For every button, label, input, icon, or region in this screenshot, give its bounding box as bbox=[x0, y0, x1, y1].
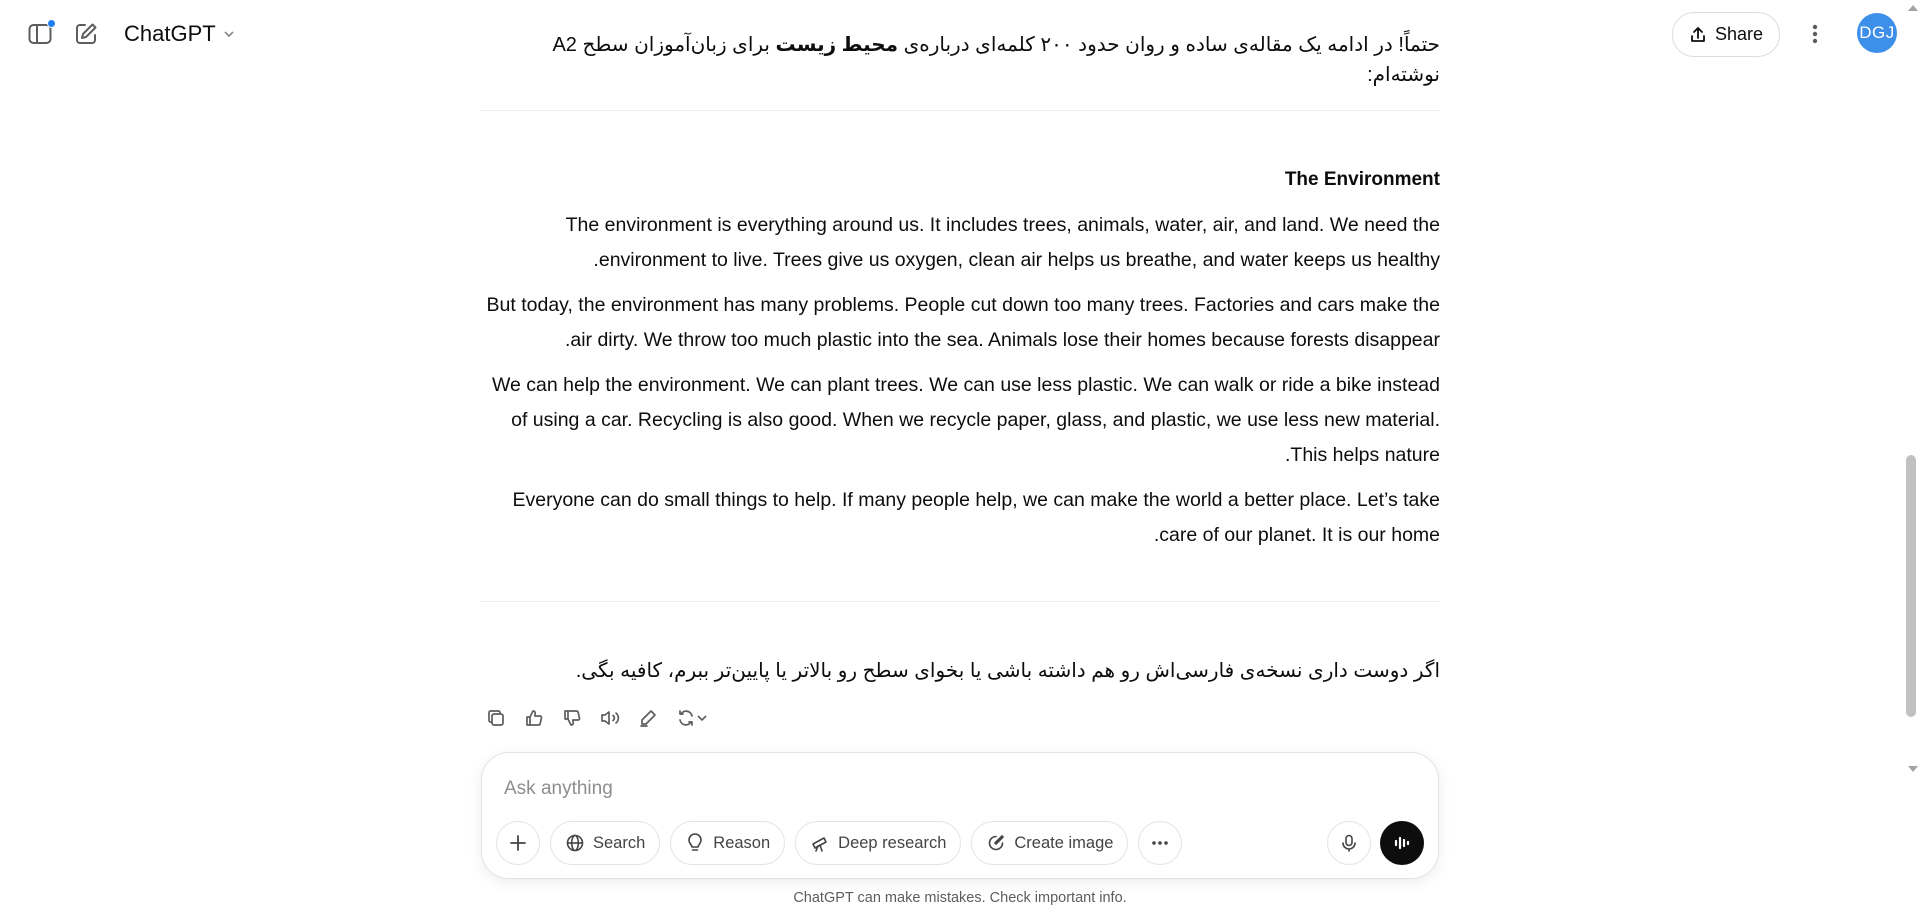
essay-paragraph: But today, the environment has many problems. People cut down too many trees. Factories and cars make the air dirty. We throw too much plastic into the sea. Animals lose their homes because forests disappear. bbox=[486, 294, 1440, 351]
search-button[interactable] bbox=[550, 821, 660, 865]
message-actions bbox=[480, 702, 714, 734]
deep-research-button[interactable] bbox=[795, 821, 961, 865]
thumbs-down-icon[interactable] bbox=[556, 702, 588, 734]
scrollbar-thumb[interactable] bbox=[1906, 455, 1916, 717]
regenerate-icon[interactable] bbox=[670, 702, 714, 734]
reason-button[interactable] bbox=[670, 821, 785, 865]
microphone-icon bbox=[1339, 833, 1359, 853]
lightbulb-icon bbox=[685, 833, 705, 853]
telescope-icon bbox=[810, 833, 830, 853]
share-icon bbox=[1689, 26, 1707, 44]
message-intro bbox=[480, 30, 1440, 90]
intro-rest-text: برای زبان‌آموزان سطح A2 نوشته‌ام: bbox=[552, 34, 1440, 86]
share-label: Share bbox=[1714, 24, 1764, 44]
intro-bold-text: محیط زیست bbox=[775, 34, 899, 56]
scroll-up-icon[interactable] bbox=[1908, 5, 1918, 11]
composer-tools bbox=[496, 821, 1182, 865]
new-chat-icon[interactable] bbox=[68, 16, 104, 52]
more-tools-button[interactable] bbox=[1138, 821, 1182, 865]
top-left-controls bbox=[22, 16, 236, 52]
essay-paragraph: We can help the environment. We can plant trees. We can use less plastic. We can walk or ride a bike instead of using a car. Recycling is also good. When we recycle paper, glass, and plastic, we use less new material. This helps nature. bbox=[491, 374, 1440, 466]
essay-paragraph: Everyone can do small things to help. If many people help, we can make the world a better place. Let’s take care of our planet. It is our home. bbox=[512, 489, 1440, 546]
deep-research-label: Deep research bbox=[838, 833, 947, 852]
scroll-down-icon[interactable] bbox=[1908, 766, 1918, 772]
message-outro: اگر دوست داری نسخه‌ی فارسی‌اش رو هم داشته باشی یا بخوای سطح رو بالاتر یا پایین‌تر ببرم، کافیه بگی. bbox=[575, 660, 1440, 682]
edit-canvas-icon[interactable] bbox=[632, 702, 664, 734]
create-image-button[interactable] bbox=[971, 821, 1128, 865]
voice-mode-button[interactable] bbox=[1380, 821, 1424, 865]
plus-icon bbox=[508, 833, 528, 853]
intro-text: حتماً! در ادامه یک مقاله‌ی ساده و روان حدود ۲۰۰ کلمه‌ای درباره‌ی bbox=[903, 34, 1440, 56]
image-brush-icon bbox=[986, 833, 1006, 853]
share-button[interactable] bbox=[1672, 12, 1780, 57]
chevron-down-icon bbox=[222, 27, 236, 41]
prompt-input[interactable] bbox=[504, 771, 1384, 807]
disclaimer: ChatGPT can make mistakes. Check important info. bbox=[793, 890, 1127, 906]
search-label: Search bbox=[593, 833, 646, 852]
composer bbox=[481, 752, 1439, 879]
attach-button[interactable] bbox=[496, 821, 540, 865]
avatar[interactable]: DGJ bbox=[1857, 13, 1897, 53]
copy-icon[interactable] bbox=[480, 702, 512, 734]
model-selector[interactable] bbox=[124, 21, 236, 47]
globe-icon bbox=[565, 833, 585, 853]
waveform-icon bbox=[1392, 833, 1412, 853]
more-options-icon[interactable] bbox=[1797, 16, 1833, 52]
divider bbox=[480, 601, 1440, 602]
model-title: ChatGPT bbox=[124, 21, 216, 46]
reason-label: Reason bbox=[713, 833, 771, 852]
essay-paragraph: The environment is everything around us. It includes trees, animals, water, air, and land. We need the environment to live. Trees give us oxygen, clean air helps us breathe, and water keeps us healthy. bbox=[565, 214, 1440, 271]
chevron-down-icon bbox=[696, 712, 708, 724]
sidebar-toggle-icon[interactable] bbox=[22, 16, 58, 52]
notification-dot bbox=[47, 19, 56, 28]
read-aloud-icon[interactable] bbox=[594, 702, 626, 734]
divider bbox=[480, 110, 1440, 111]
create-image-label: Create image bbox=[1014, 833, 1114, 852]
thumbs-up-icon[interactable] bbox=[518, 702, 550, 734]
microphone-button[interactable] bbox=[1327, 821, 1371, 865]
ellipsis-icon bbox=[1150, 833, 1170, 853]
essay-title: The Environment bbox=[1284, 169, 1440, 190]
